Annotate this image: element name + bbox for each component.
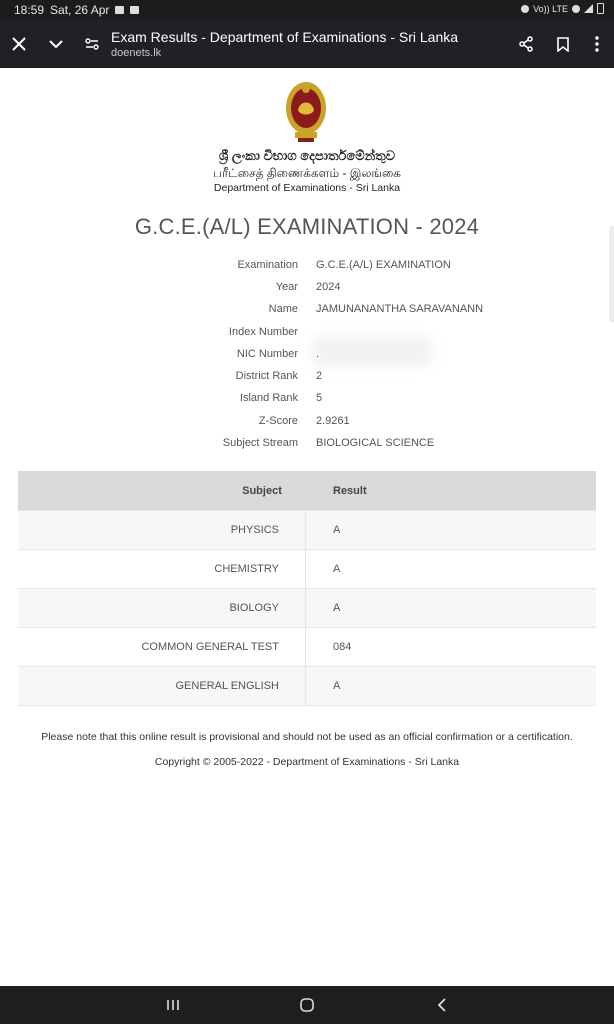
recent-apps-icon[interactable] [143,986,203,1024]
detail-value: 5 [316,392,323,404]
detail-row [0,370,614,388]
close-icon[interactable] [4,20,34,68]
provisional-notice: Please note that this online result is provisional and should not be used as an official confirmation or a certification. [41,731,573,743]
dept-name-tamil: பரீட்சைத் திணைக்களம் - இலங்கை [213,166,401,180]
copyright-text: Copyright © 2005-2022 - Department of Examinations - Sri Lanka [154,756,460,768]
home-icon[interactable] [277,986,337,1024]
detail-value: BIOLOGICAL SCIENCE [316,437,435,449]
status-bar [0,0,614,20]
detail-label: Subject Stream [222,437,298,449]
notification-icon [130,6,139,14]
bookmark-icon[interactable] [550,20,576,68]
detail-value: 2.9261 [316,415,350,427]
detail-label: Name [268,303,298,315]
detail-label: Index Number [228,326,298,338]
detail-row [0,437,614,455]
result-cell: A [333,680,341,692]
video-icon [115,6,124,14]
detail-value: . [316,348,320,360]
detail-label: District Rank [235,370,298,382]
table-row [18,667,596,706]
subject-cell: BIOLOGY [18,589,306,627]
detail-label: Examination [237,259,298,271]
detail-value: G.C.E.(A/L) EXAMINATION [316,259,451,271]
table-row [18,511,596,550]
more-vert-icon[interactable] [584,20,610,68]
subject-cell: COMMON GENERAL TEST [18,628,306,666]
wifi-icon [572,5,580,13]
detail-row [0,259,614,277]
network-label: Vo)) LTE [533,3,568,14]
alarm-icon [521,5,529,13]
detail-row [0,303,614,321]
detail-row [0,326,614,344]
scroll-handle[interactable] [609,226,614,322]
status-time: 18:59 [14,3,45,17]
dept-name-sinhala: ශ්‍රී ලංකා විභාග දෙපාර්තමේන්තුව [218,148,396,163]
detail-row [0,281,614,299]
result-cell: A [333,563,341,575]
detail-label: Island Rank [239,392,298,404]
table-row [18,550,596,589]
detail-label: Year [275,281,298,293]
result-cell: 084 [333,641,352,653]
detail-row [0,392,614,410]
browser-toolbar [0,20,614,68]
detail-value: 2 [316,370,323,382]
site-settings-icon[interactable] [80,20,104,68]
sri-lanka-emblem-logo [282,80,330,144]
table-row [18,628,596,667]
system-nav-bar [0,986,614,1024]
detail-row [0,415,614,433]
subject-cell: GENERAL ENGLISH [18,667,306,705]
detail-label: NIC Number [236,348,298,360]
table-header-row [18,471,596,511]
detail-value: 2024 [316,281,341,293]
chevron-down-icon[interactable] [42,20,70,68]
column-header-result: Result [333,484,367,497]
dept-name-english: Department of Examinations - Sri Lanka [213,182,401,194]
battery-icon [597,3,604,14]
subject-cell: CHEMISTRY [18,550,306,588]
result-cell: A [333,602,341,614]
page-title: G.C.E.(A/L) EXAMINATION - 2024 [134,214,480,239]
detail-row [0,348,614,366]
share-icon[interactable] [512,20,540,68]
detail-label: Z-Score [258,415,298,427]
detail-value: JAMUNANANTHA SARAVANANN [316,303,484,315]
results-table [18,471,596,706]
page-tab-title: Exam Results - Department of Examinations - Sri Lanka [111,29,459,45]
column-header-subject: Subject [242,484,282,497]
table-row [18,589,596,628]
signal-icon [584,4,593,13]
result-cell: A [333,524,341,536]
status-date: Sat, 26 Apr [50,3,110,17]
back-icon[interactable] [412,986,472,1024]
url-text[interactable]: doenets.lk [111,47,162,59]
subject-cell: PHYSICS [18,511,306,549]
